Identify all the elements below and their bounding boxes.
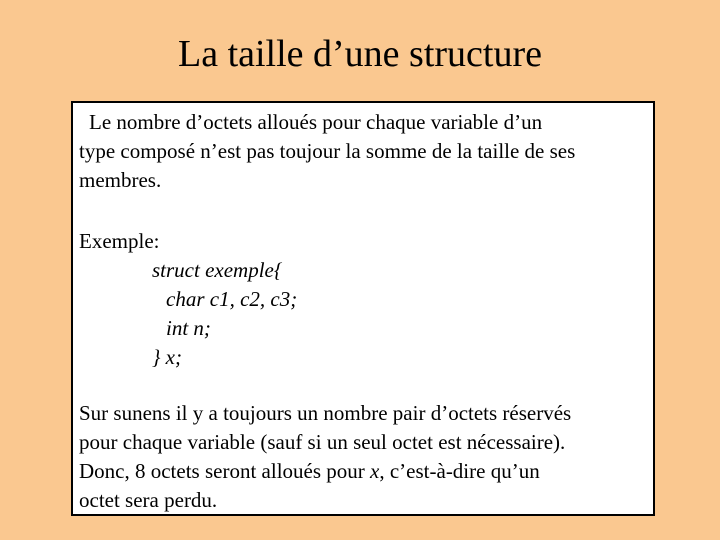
- intro-line: type composé n’est pas toujour la somme de la taille de ses: [79, 139, 576, 163]
- slide-title: La taille d’une structure: [177, 33, 542, 75]
- conclusion-text: , c’est-à-dire qu’un: [379, 459, 540, 483]
- code-line: struct exemple{: [152, 258, 283, 282]
- code-line: char c1, c2, c3;: [166, 287, 298, 311]
- code-line: int n;: [166, 316, 211, 340]
- conclusion-paragraph: [79, 399, 571, 515]
- conclusion-line: [79, 457, 571, 486]
- code-line: } x;: [152, 345, 182, 369]
- intro-line: membres.: [79, 168, 162, 192]
- conclusion-line: octet sera perdu.: [79, 488, 218, 512]
- example-section: [79, 227, 297, 372]
- conclusion-line: Sur sunens il y a toujours un nombre pair d’octets réservés: [79, 401, 572, 425]
- conclusion-text: Donc, 8 octets seront alloués pour: [79, 459, 371, 483]
- example-label: Exemple:: [79, 229, 160, 253]
- intro-line: Le nombre d’octets alloués pour chaque variable d’un: [89, 110, 543, 134]
- intro-paragraph: [79, 108, 575, 195]
- conclusion-line: pour chaque variable (sauf si un seul octet est nécessaire).: [79, 430, 566, 454]
- variable-name: x: [370, 459, 380, 483]
- content-box: [71, 101, 655, 516]
